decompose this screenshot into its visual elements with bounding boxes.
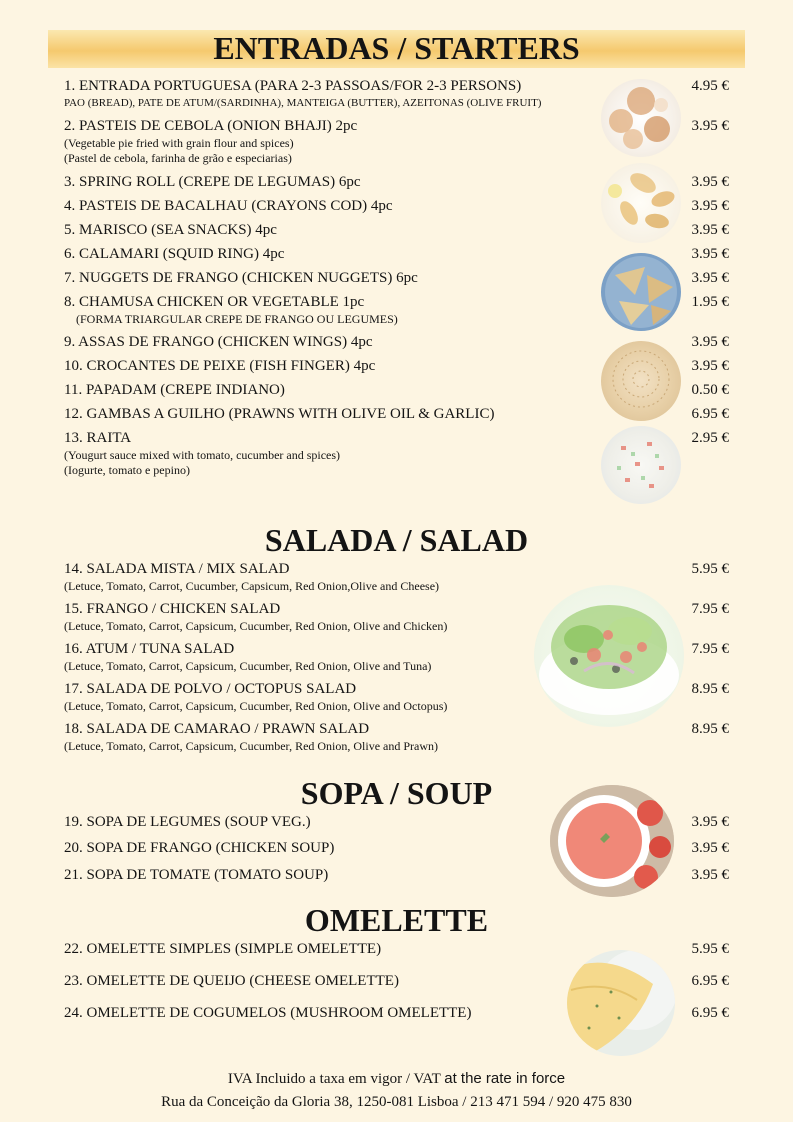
menu-item-2-desc-2: (Pastel de cebola, farinha de grão e especiarias) bbox=[64, 151, 292, 165]
vat-note bbox=[0, 1070, 793, 1088]
menu-item-19: 19. SOPA DE LEGUMES (SOUP VEG.) bbox=[64, 814, 311, 830]
salad-photo bbox=[534, 585, 684, 727]
price-15: 7.95 € bbox=[691, 601, 729, 617]
price-19: 3.95 € bbox=[691, 814, 729, 830]
section-title-omelette: OMELETTE bbox=[304, 902, 489, 938]
menu-item-17-desc: (Letuce, Tomato, Carrot, Capsicum, Cucumber, Red Onion, Olive and Octopus) bbox=[64, 699, 448, 713]
menu-item-4: 4. PASTEIS DE BACALHAU (CRAYONS COD) 4pc bbox=[64, 198, 393, 214]
menu-item-1: 1. ENTRADA PORTUGUESA (PARA 2-3 PASSOAS/FOR 2-3 PERSONS) bbox=[64, 78, 522, 94]
menu-item-14: 14. SALADA MISTA / MIX SALAD bbox=[64, 561, 290, 577]
spring-roll-photo bbox=[601, 163, 681, 243]
menu-item-24: 24. OMELETTE DE COGUMELOS (MUSHROOM OMELETTE) bbox=[64, 1005, 472, 1021]
menu-item-18-desc: (Letuce, Tomato, Carrot, Capsicum, Cucumber, Red Onion, Olive and Prawn) bbox=[64, 739, 439, 753]
menu-item-17: 17. SALADA DE POLVO / OCTOPUS SALAD bbox=[64, 681, 357, 697]
price-7: 3.95 € bbox=[691, 270, 729, 286]
price-18: 8.95 € bbox=[691, 721, 729, 737]
menu-item-2-desc-1: (Vegetable pie fried with grain flour and spices) bbox=[64, 136, 294, 150]
price-1: 4.95 € bbox=[691, 78, 729, 94]
section-title-starters: ENTRADAS / STARTERS bbox=[213, 30, 580, 66]
price-22: 5.95 € bbox=[691, 941, 729, 957]
menu-item-18: 18. SALADA DE CAMARAO / PRAWN SALAD bbox=[64, 721, 370, 737]
menu-item-16: 16. ATUM / TUNA SALAD bbox=[64, 641, 235, 657]
address-line: Rua da Conceição da Gloria 38, 1250-081 Lisboa / 213 471 594 / 920 475 830 bbox=[161, 1094, 632, 1110]
menu-item-23: 23. OMELETTE DE QUEIJO (CHEESE OMELETTE) bbox=[64, 973, 399, 989]
menu-item-7: 7. NUGGETS DE FRANGO (CHICKEN NUGGETS) 6pc bbox=[64, 270, 418, 286]
price-21: 3.95 € bbox=[691, 867, 729, 883]
soup-image bbox=[550, 785, 674, 897]
menu-item-21: 21. SOPA DE TOMATE (TOMATO SOUP) bbox=[64, 867, 329, 883]
omelette-photo bbox=[567, 950, 675, 1056]
menu-item-8: 8. CHAMUSA CHICKEN OR VEGETABLE 1pc bbox=[64, 294, 365, 310]
price-2: 3.95 € bbox=[691, 118, 729, 134]
menu-item-12: 12. GAMBAS A GUILHO (PRAWNS WITH OLIVE OIL & GARLIC) bbox=[64, 406, 495, 422]
menu-item-15: 15. FRANGO / CHICKEN SALAD bbox=[64, 601, 281, 617]
price-23: 6.95 € bbox=[691, 973, 729, 989]
price-8: 1.95 € bbox=[691, 294, 729, 310]
price-17: 8.95 € bbox=[691, 681, 729, 697]
menu-item-1-desc: PAO (BREAD), PATE DE ATUM/(SARDINHA), MANTEIGA (BUTTER), AZEITONAS (OLIVE FRUIT) bbox=[64, 97, 542, 109]
menu-item-5: 5. MARISCO (SEA SNACKS) 4pc bbox=[64, 222, 277, 238]
menu-item-6: 6. CALAMARI (SQUID RING) 4pc bbox=[64, 246, 285, 262]
papadam-image bbox=[601, 341, 681, 421]
price-16: 7.95 € bbox=[691, 641, 729, 657]
chamusa-photo bbox=[601, 253, 681, 331]
price-12: 6.95 € bbox=[691, 406, 729, 422]
menu-item-22: 22. OMELETTE SIMPLES (SIMPLE OMELETTE) bbox=[64, 941, 382, 957]
omelette-image bbox=[567, 950, 675, 1056]
soup-photo bbox=[550, 785, 674, 897]
section-title-soup: SOPA / SOUP bbox=[300, 775, 493, 811]
price-6: 3.95 € bbox=[691, 246, 729, 262]
menu-item-3: 3. SPRING ROLL (CREPE DE LEGUMAS) 6pc bbox=[64, 174, 361, 190]
menu-item-16-desc: (Letuce, Tomato, Carrot, Capsicum, Cucumber, Red Onion, Olive and Tuna) bbox=[64, 659, 432, 673]
section-title-salad: SALADA / SALAD bbox=[264, 522, 529, 558]
price-20: 3.95 € bbox=[691, 840, 729, 856]
price-9: 3.95 € bbox=[691, 334, 729, 350]
raita-photo bbox=[601, 426, 681, 504]
papadam-photo bbox=[601, 341, 681, 421]
chamusa-image bbox=[601, 253, 681, 331]
menu-item-13: 13. RAITA bbox=[64, 430, 132, 446]
vat-note-part-2: at the rate in force bbox=[444, 1070, 566, 1087]
spring-roll-image bbox=[601, 163, 681, 243]
price-14: 5.95 € bbox=[691, 561, 729, 577]
price-11: 0.50 € bbox=[691, 382, 729, 398]
menu-item-13-desc-1: (Yougurt sauce mixed with tomato, cucumber and spices) bbox=[64, 448, 341, 462]
price-10: 3.95 € bbox=[691, 358, 729, 374]
menu-item-2: 2. PASTEIS DE CEBOLA (ONION BHAJI) 2pc bbox=[64, 118, 358, 134]
menu-item-9: 9. ASSAS DE FRANGO (CHICKEN WINGS) 4pc bbox=[64, 334, 373, 350]
price-13: 2.95 € bbox=[691, 430, 729, 446]
onion-bhaji-image bbox=[601, 79, 681, 157]
salad-image bbox=[534, 585, 684, 727]
menu-item-13-desc-2: (Iogurte, tomato e pepino) bbox=[64, 463, 190, 477]
raita-image bbox=[601, 426, 681, 504]
menu-item-20: 20. SOPA DE FRANGO (CHICKEN SOUP) bbox=[64, 840, 335, 856]
menu-item-14-desc: (Letuce, Tomato, Carrot, Cucumber, Capsicum, Red Onion,Olive and Cheese) bbox=[64, 579, 440, 593]
menu-item-8-desc: (FORMA TRIARGULAR CREPE DE FRANGO OU LEGUMES) bbox=[76, 312, 398, 326]
menu-item-11: 11. PAPADAM (CREPE INDIANO) bbox=[64, 382, 285, 398]
vat-note-part-1: IVA Incluido a taxa em vigor / VAT bbox=[227, 1071, 445, 1087]
price-24: 6.95 € bbox=[691, 1005, 729, 1021]
onion-bhaji-photo bbox=[601, 79, 681, 157]
menu-item-15-desc: (Letuce, Tomato, Carrot, Capsicum, Cucumber, Red Onion, Olive and Chicken) bbox=[64, 619, 448, 633]
menu-item-10: 10. CROCANTES DE PEIXE (FISH FINGER) 4pc bbox=[64, 358, 376, 374]
price-4: 3.95 € bbox=[691, 198, 729, 214]
price-3: 3.95 € bbox=[691, 174, 729, 190]
price-5: 3.95 € bbox=[691, 222, 729, 238]
